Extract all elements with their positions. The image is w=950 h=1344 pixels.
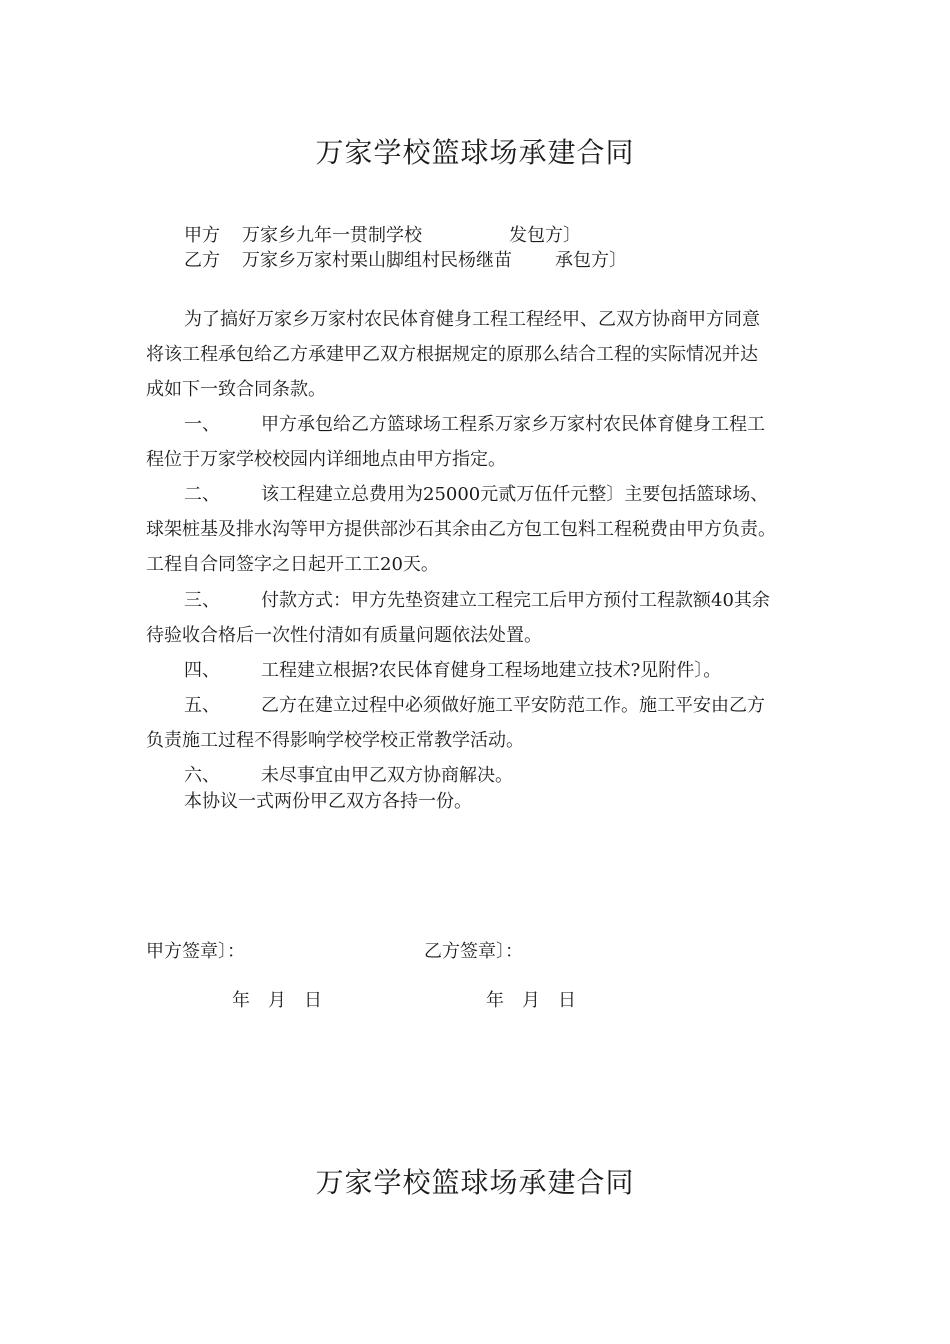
party-a-role: 发包方〕 [509,225,581,246]
closing-statement: 本协议一式两份甲乙双方各持一份。 [184,791,472,812]
clause-line: 该工程建立总费用为25000元贰万伍仟元整〕主要包括篮球场、 [261,484,769,505]
clause-line: 付款方式：甲方先垫资建立工程完工后甲方预付工程款额40其余 [261,590,770,611]
party-b-date: 年 月 日 [486,990,576,1011]
clause-number: 五、 [184,695,220,716]
clause-line: 甲方承包给乙方篮球场工程系万家乡万家村农民体育健身工程工 [261,414,765,435]
clause-number: 四、 [184,660,220,681]
party-a-date: 年 月 日 [232,990,322,1011]
party-b-role: 承包方〕 [555,250,627,271]
party-b-signature-label: 乙方签章〕： [424,941,523,962]
clause-number: 六、 [184,765,220,786]
party-b-label: 乙方 [184,250,220,271]
clause-line: 乙方在建立过程中必须做好施工平安防范工作。施工平安由乙方 [261,695,765,716]
document-title: 万家学校篮球场承建合同 [315,136,635,169]
clause-number: 三、 [184,590,220,611]
party-a-name: 万家乡九年一贯制学校 [242,225,422,246]
party-b-name: 万家乡万家村栗山脚组村民杨继苗 [242,250,512,271]
clause-line: 工程自合同签字之日起开工工20天。 [146,554,439,575]
clause-line: 工程建立根据?农民体育健身工程场地建立技术?见附件〕。 [261,660,722,681]
clause-line: 球架桩基及排水沟等甲方提供部沙石其余由乙方包工包料工程税费由甲方负责。 [146,519,776,540]
clause-line: 负责施工过程不得影响学校学校正常教学活动。 [146,730,524,751]
clause-line: 程位于万家学校校园内详细地点由甲方指定。 [146,449,506,470]
clause-line: 未尽事宜由甲乙双方协商解决。 [261,765,513,786]
next-page-title: 万家学校篮球场承建合同 [315,1166,635,1199]
party-a-signature-label: 甲方签章〕： [146,941,245,962]
intro-line: 为了搞好万家乡万家村农民体育健身工程工程经甲、乙双方协商甲方同意 [184,309,760,330]
intro-line: 成如下一致合同条款。 [146,379,326,400]
intro-line: 将该工程承包给乙方承建甲乙双方根据规定的原那么结合工程的实际情况并达 [146,344,758,365]
clause-number: 二、 [184,484,220,505]
clause-number: 一、 [184,414,220,435]
party-a-label: 甲方 [184,225,220,246]
clause-line: 待验收合格后一次性付清如有质量问题依法处置。 [146,625,542,646]
